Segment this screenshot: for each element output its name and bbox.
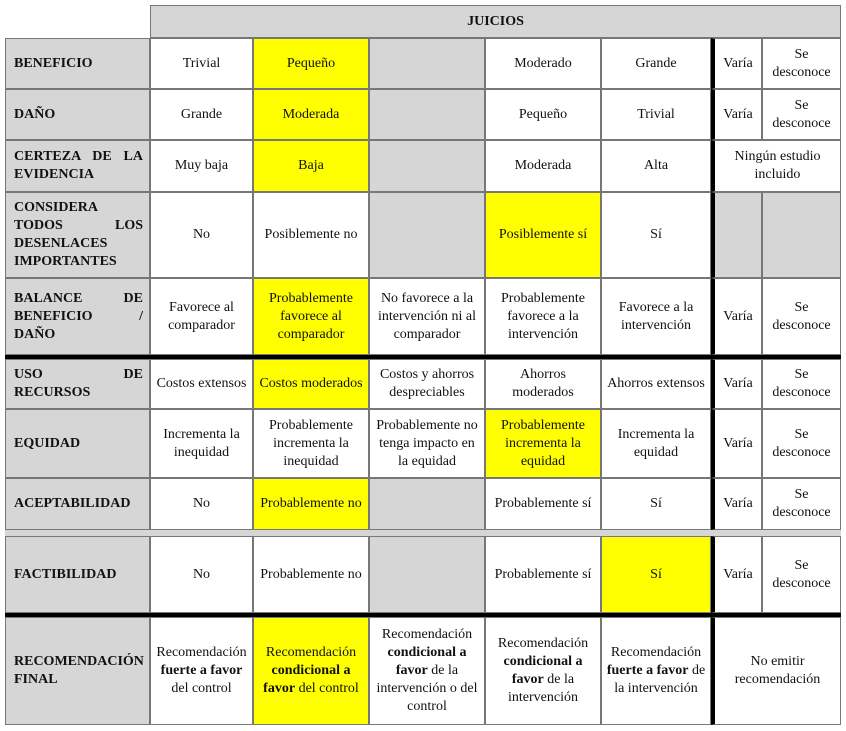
cell: Favorece a la intervención xyxy=(601,278,711,355)
row-label-certeza: CERTEZA DE LA EVIDENCIA xyxy=(5,140,150,192)
cell: Grande xyxy=(601,38,711,89)
cell-empty xyxy=(369,478,485,530)
cell: Ningún estudio incluido xyxy=(711,140,841,192)
cell: Varía xyxy=(711,409,762,478)
cell: Varía xyxy=(711,536,762,613)
cell: Varía xyxy=(711,278,762,355)
cell: Muy baja xyxy=(150,140,253,192)
cell-selected: Moderada xyxy=(253,89,369,140)
cell: Ahorros moderados xyxy=(485,359,601,409)
cell: Probablemente incrementa la inequidad xyxy=(253,409,369,478)
row-label-dano: DAÑO xyxy=(5,89,150,140)
row-label-balance: BALANCE DE BENEFICIO / DAÑO xyxy=(5,278,150,355)
cell: Favorece al comparador xyxy=(150,278,253,355)
judgment-table xyxy=(5,5,841,725)
cell-selected: Recomendación condicional a favor del control xyxy=(253,617,369,725)
cell: Se desconoce xyxy=(762,359,841,409)
cell: Varía xyxy=(711,38,762,89)
cell-empty xyxy=(369,140,485,192)
cell: Sí xyxy=(601,192,711,278)
cell: Incrementa la inequidad xyxy=(150,409,253,478)
cell: No emitir recomendación xyxy=(711,617,841,725)
cell: Ahorros extensos xyxy=(601,359,711,409)
cell-empty xyxy=(369,192,485,278)
header-title: JUICIOS xyxy=(467,13,524,29)
cell: Probablemente no tenga impacto en la equidad xyxy=(369,409,485,478)
cell-selected: Posiblemente sí xyxy=(485,192,601,278)
cell-selected: Pequeño xyxy=(253,38,369,89)
cell: No xyxy=(150,478,253,530)
cell: Se desconoce xyxy=(762,278,841,355)
cell-selected: Sí xyxy=(601,536,711,613)
cell-selected: Probablemente favorece al comparador xyxy=(253,278,369,355)
cell: Probablemente favorece a la intervención xyxy=(485,278,601,355)
row-label-aceptabilidad: ACEPTABILIDAD xyxy=(5,478,150,530)
row-label-factibilidad: FACTIBILIDAD xyxy=(5,536,150,613)
cell: Trivial xyxy=(601,89,711,140)
cell-empty xyxy=(369,89,485,140)
cell: No xyxy=(150,536,253,613)
cell: Trivial xyxy=(150,38,253,89)
cell: Varía xyxy=(711,89,762,140)
table-header-juicios xyxy=(150,5,841,38)
cell: Probablemente sí xyxy=(485,478,601,530)
cell: No favorece a la intervención ni al comparador xyxy=(369,278,485,355)
cell: Alta xyxy=(601,140,711,192)
cell: Se desconoce xyxy=(762,478,841,530)
cell: Pequeño xyxy=(485,89,601,140)
cell: Probablemente sí xyxy=(485,536,601,613)
cell-empty xyxy=(369,536,485,613)
cell-selected: Costos moderados xyxy=(253,359,369,409)
cell-selected: Probablemente no xyxy=(253,478,369,530)
row-label-uso-recursos: USO DE RECURSOS xyxy=(5,359,150,409)
cell: Grande xyxy=(150,89,253,140)
cell: Se desconoce xyxy=(762,89,841,140)
row-label-considera: CONSIDERA TODOS LOS DESENLACES IMPORTANTES xyxy=(5,192,150,278)
cell: Probablemente no xyxy=(253,536,369,613)
cell: Costos y ahorros despreciables xyxy=(369,359,485,409)
cell: Recomendación fuerte a favor de la intervención xyxy=(601,617,711,725)
cell: Moderado xyxy=(485,38,601,89)
cell-empty xyxy=(369,38,485,89)
cell-selected: Baja xyxy=(253,140,369,192)
cell: Sí xyxy=(601,478,711,530)
cell: Costos extensos xyxy=(150,359,253,409)
cell: Recomendación fuerte a favor del control xyxy=(150,617,253,725)
cell: Recomendación condicional a favor de la intervención xyxy=(485,617,601,725)
cell: Se desconoce xyxy=(762,38,841,89)
cell-empty xyxy=(762,192,841,278)
cell: Varía xyxy=(711,359,762,409)
cell: Recomendación condicional a favor de la intervención o del control xyxy=(369,617,485,725)
cell-selected: Probablemente incrementa la equidad xyxy=(485,409,601,478)
cell: No xyxy=(150,192,253,278)
cell: Posiblemente no xyxy=(253,192,369,278)
row-label-recomendacion-final: RECOMENDACIÓN FINAL xyxy=(5,617,150,725)
section-divider xyxy=(5,613,841,617)
row-label-equidad: EQUIDAD xyxy=(5,409,150,478)
row-label-beneficio: BENEFICIO xyxy=(5,38,150,89)
cell: Se desconoce xyxy=(762,409,841,478)
cell: Se desconoce xyxy=(762,536,841,613)
cell-empty xyxy=(711,192,762,278)
cell: Incrementa la equidad xyxy=(601,409,711,478)
cell: Moderada xyxy=(485,140,601,192)
section-divider xyxy=(5,355,841,359)
cell: Varía xyxy=(711,478,762,530)
